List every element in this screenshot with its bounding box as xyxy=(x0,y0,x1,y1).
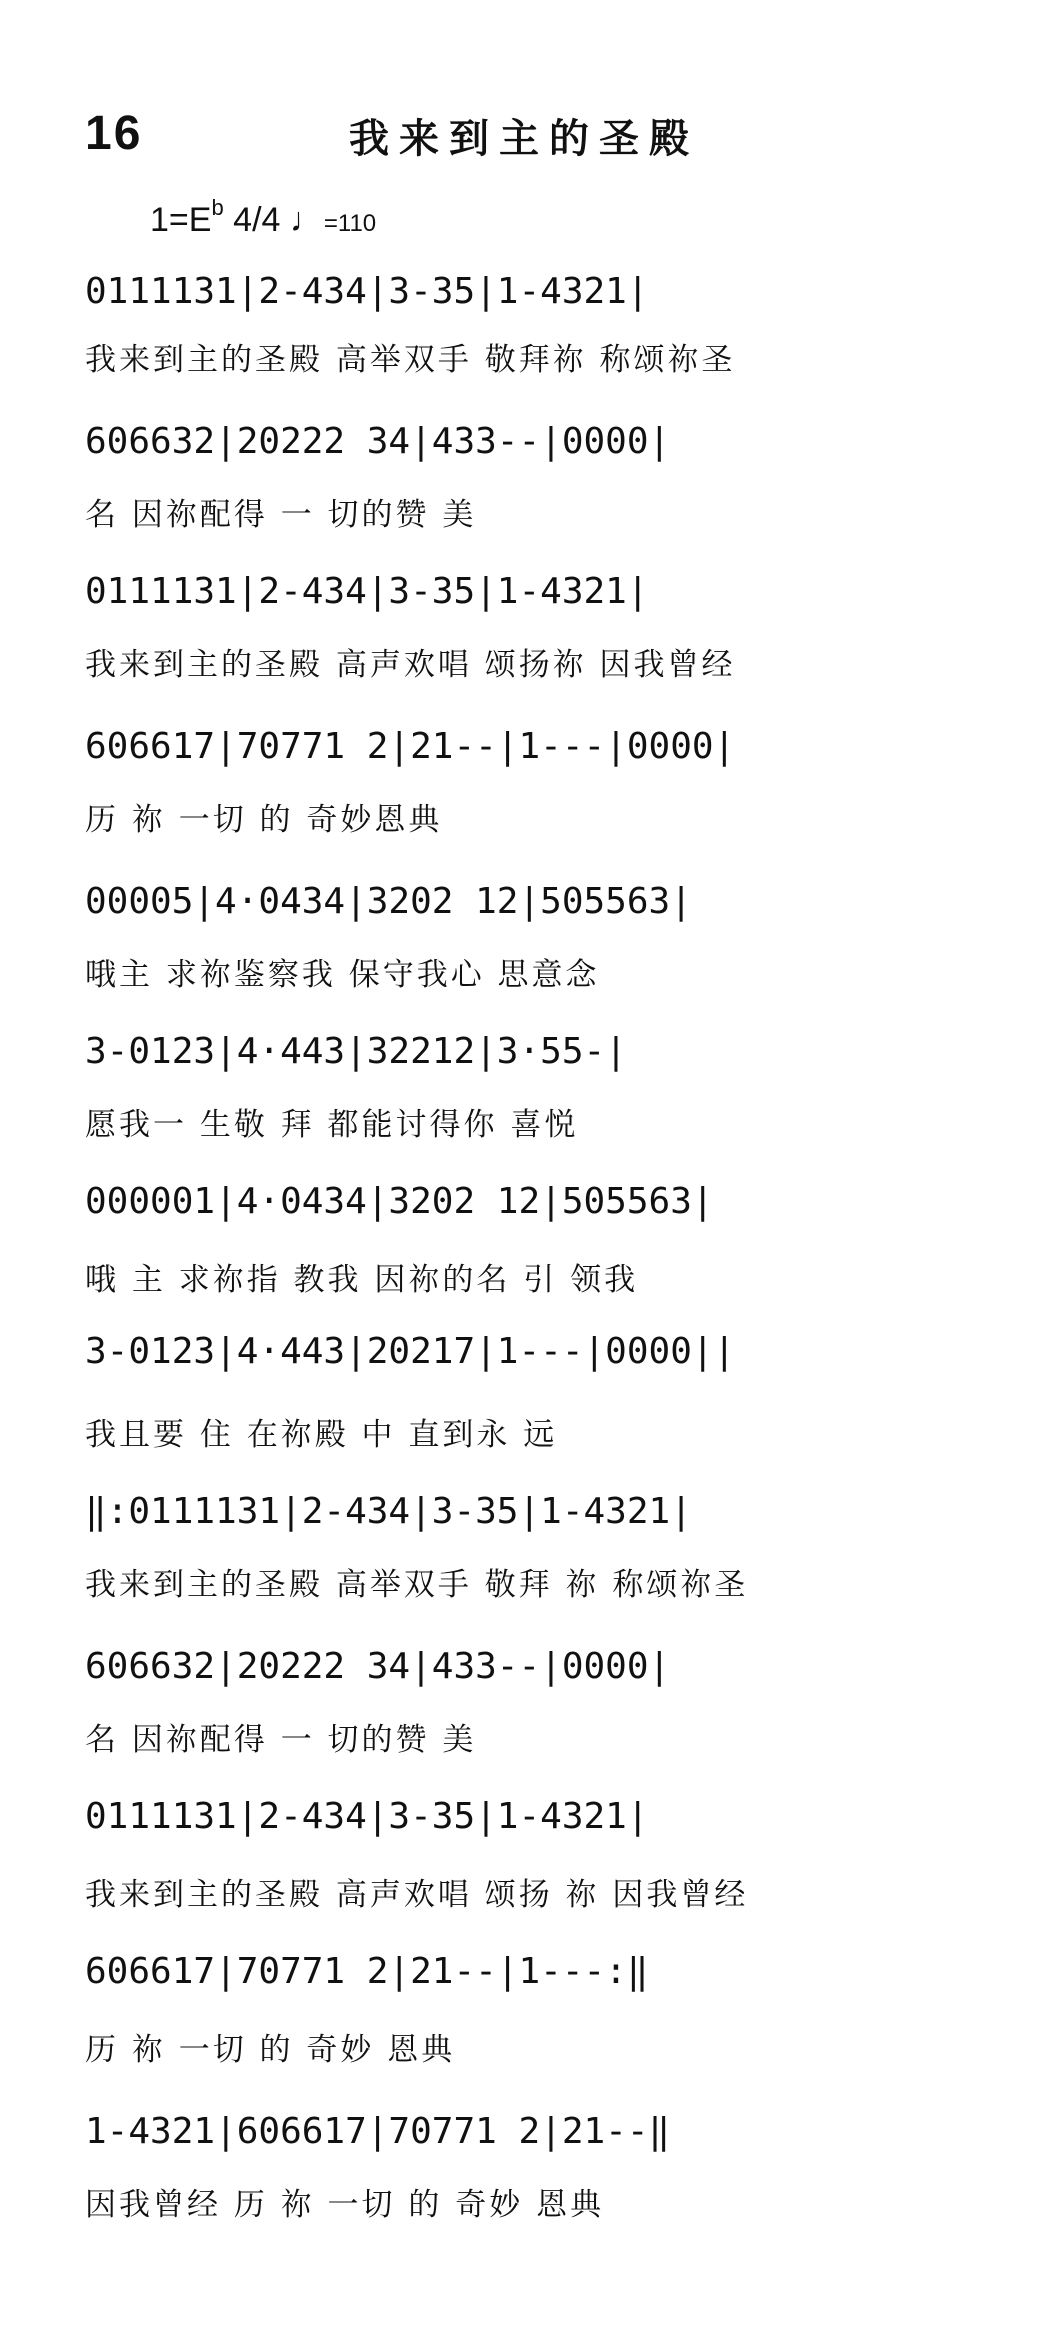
lyrics-line-3: 我来到主的圣殿 高声欢唱 颂扬祢 因我曾经 xyxy=(85,647,736,683)
notation-line-5: 00005|4·0434|3202 12|505563| xyxy=(85,881,692,922)
notation-line-6: 3-0123|4·443|32212|3·55-| xyxy=(85,1031,627,1072)
song-title: 我来到主的圣殿 xyxy=(349,116,699,162)
page-number: 16 xyxy=(85,107,143,160)
notation-line-11: 0111131|2-434|3-35|1-4321| xyxy=(85,1796,649,1837)
quarter-note-icon: ♩ xyxy=(289,201,324,239)
key-flat: b xyxy=(211,195,224,220)
notation-line-4: 606617|70771 2|21--|1---|0000| xyxy=(85,726,736,767)
lyrics-line-8: 我且要 住 在祢殿 中 直到永 远 xyxy=(85,1417,558,1453)
lyrics-line-6: 愿我一 生敬 拜 都能讨得你 喜悦 xyxy=(85,1107,579,1143)
lyrics-line-7: 哦 主 求祢指 教我 因祢的名 引 领我 xyxy=(85,1262,639,1298)
lyrics-line-11: 我来到主的圣殿 高声欢唱 颂扬 祢 因我曾经 xyxy=(85,1877,749,1913)
lyrics-line-13: 因我曾经 历 祢 一切 的 奇妙 恩典 xyxy=(85,2187,605,2223)
lyrics-line-4: 历 祢 一切 的 奇妙恩典 xyxy=(85,802,443,838)
notation-line-8: 3-0123|4·443|20217|1---|0000|| xyxy=(85,1331,736,1372)
notation-line-10: 606632|20222 34|433--|0000| xyxy=(85,1646,671,1687)
lyrics-line-1: 我来到主的圣殿 高举双手 敬拜祢 称颂祢圣 xyxy=(85,342,736,378)
notation-line-2: 606632|20222 34|433--|0000| xyxy=(85,421,671,462)
notation-line-7: 000001|4·0434|3202 12|505563| xyxy=(85,1181,714,1222)
notation-line-12: 606617|70771 2|21--|1---:‖ xyxy=(85,1951,649,1992)
key-tempo-line xyxy=(150,195,376,240)
notation-line-13: 1-4321|606617|70771 2|21--‖ xyxy=(85,2111,671,2152)
lyrics-line-2: 名 因祢配得 一 切的赞 美 xyxy=(85,497,477,533)
lyrics-line-10: 名 因祢配得 一 切的赞 美 xyxy=(85,1722,477,1758)
notation-line-1: 0111131|2-434|3-35|1-4321| xyxy=(85,271,649,312)
notation-line-3: 0111131|2-434|3-35|1-4321| xyxy=(85,571,649,612)
lyrics-line-5: 哦主 求祢鉴察我 保守我心 思意念 xyxy=(85,957,600,993)
lyrics-line-12: 历 祢 一切 的 奇妙 恩典 xyxy=(85,2032,456,2068)
time-signature: 4/4 xyxy=(233,201,281,239)
tempo-value: =110 xyxy=(323,210,377,237)
key-signature: 1=E xyxy=(150,201,212,239)
lyrics-line-9: 我来到主的圣殿 高举双手 敬拜 祢 称颂祢圣 xyxy=(85,1567,749,1603)
notation-line-9: ‖:0111131|2-434|3-35|1-4321| xyxy=(85,1491,692,1532)
